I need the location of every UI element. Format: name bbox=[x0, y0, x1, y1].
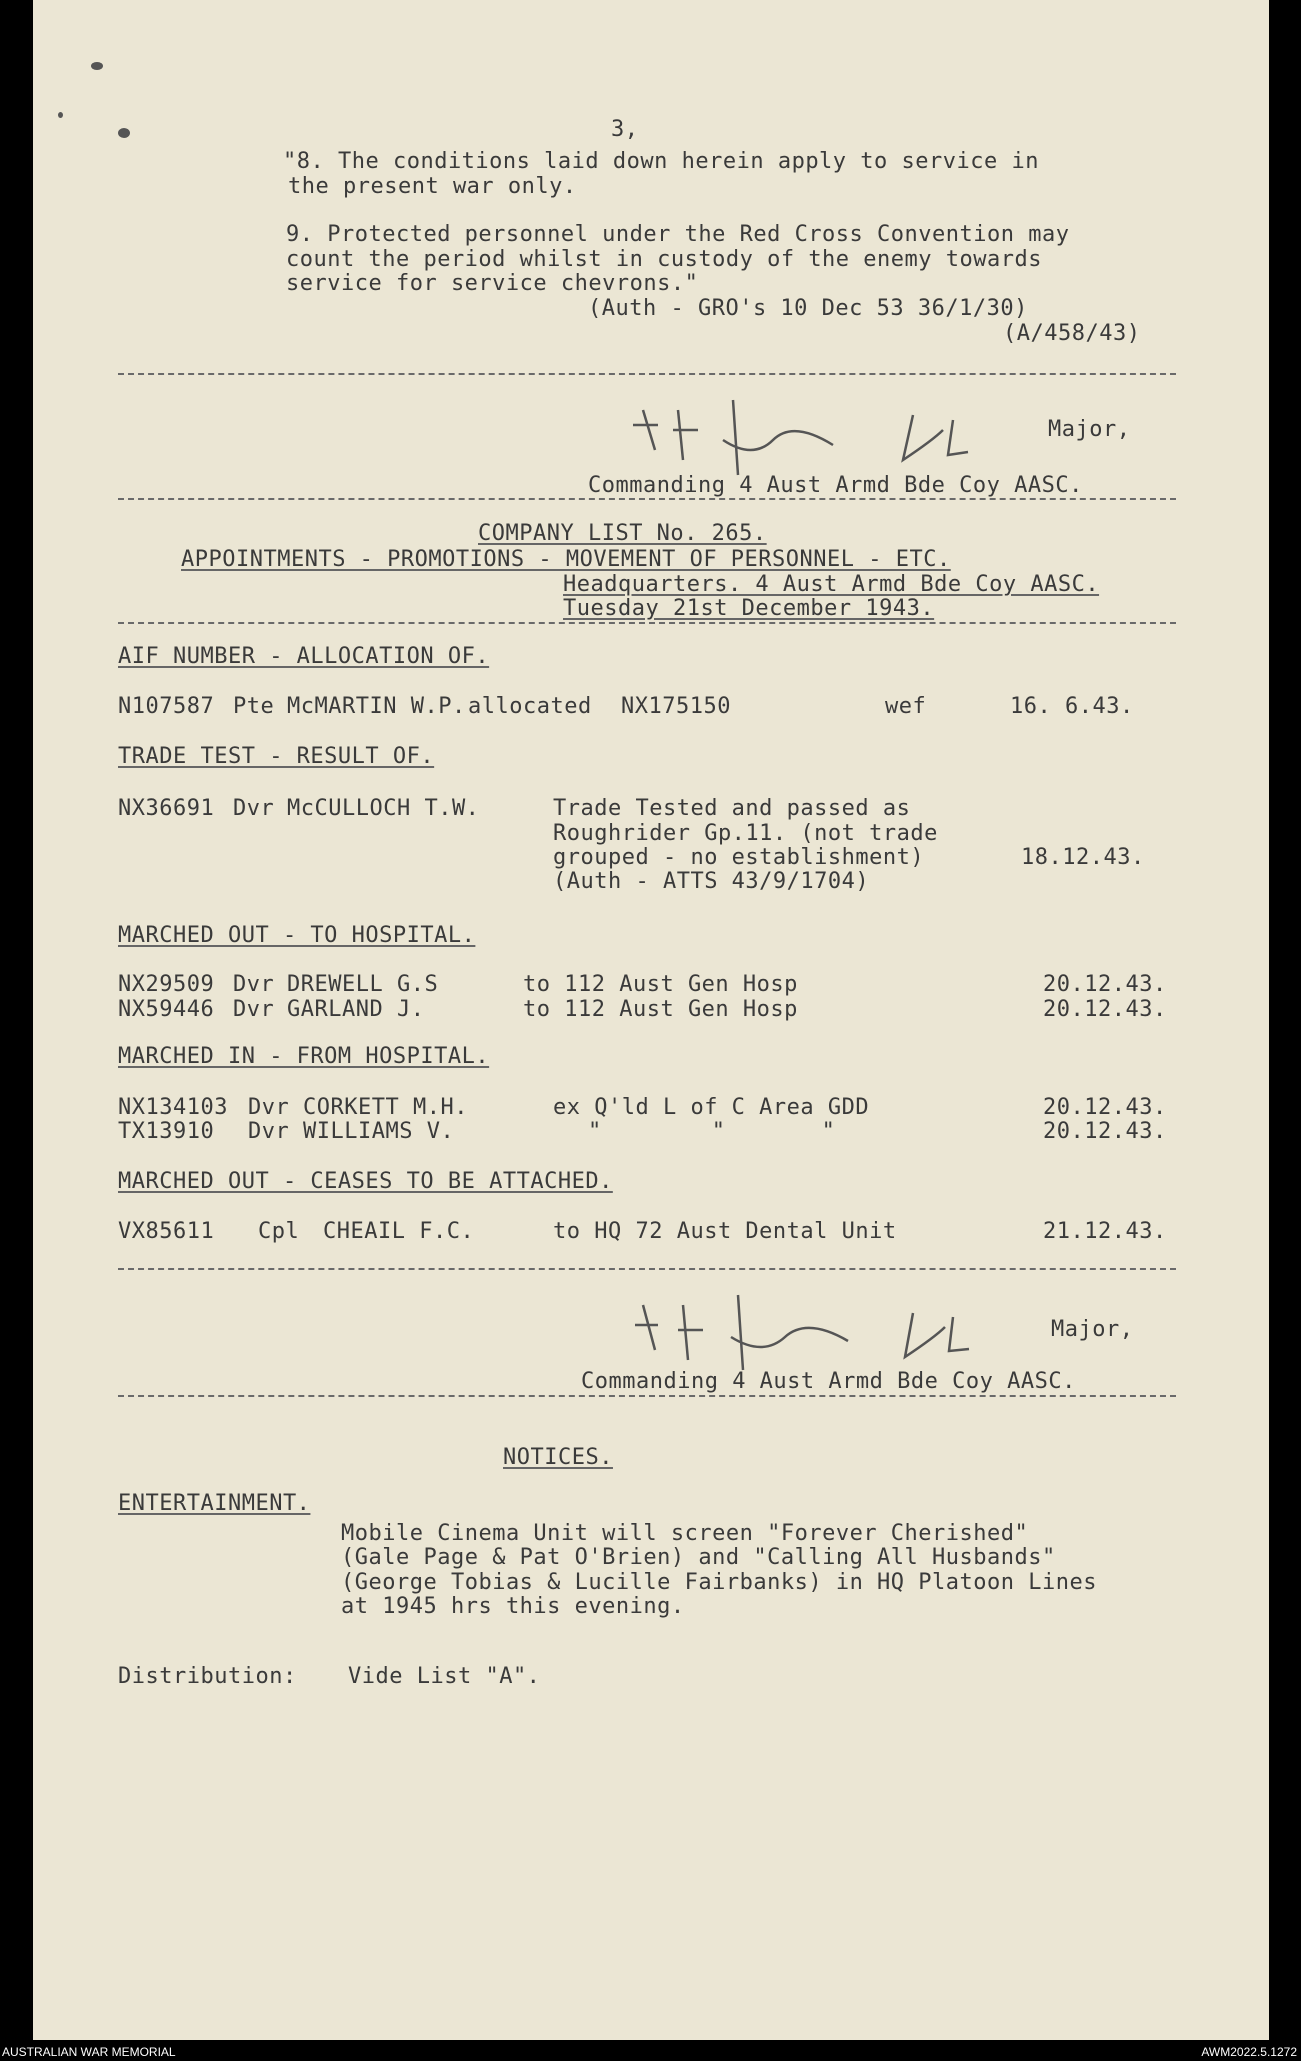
footer-accession: AWM2022.5.1272 bbox=[1201, 2045, 1297, 2059]
out-hosp-number-1: NX29509 bbox=[118, 972, 215, 997]
divider bbox=[118, 1268, 1176, 1270]
afe-action: allocated bbox=[468, 694, 592, 719]
out-hosp-dest-2: to 112 Aust Gen Hosp bbox=[523, 997, 798, 1022]
signature-rank: Major, bbox=[1051, 1317, 1134, 1342]
in-hosp-name-2: WILLIAMS V. bbox=[303, 1119, 455, 1144]
notice-line4: at 1945 hrs this evening. bbox=[341, 1594, 685, 1619]
in-hosp-date-2: 20.12.43. bbox=[1043, 1119, 1167, 1144]
out-hosp-dest-1: to 112 Aust Gen Hosp bbox=[523, 972, 798, 997]
attached-name: CHEAIL F.C. bbox=[323, 1219, 475, 1244]
out-hosp-date-2: 20.12.43. bbox=[1043, 997, 1167, 1022]
distribution-label: Distribution: bbox=[118, 1664, 297, 1689]
para8-line2: the present war only. bbox=[288, 174, 577, 199]
out-hosp-rank-1: Dvr bbox=[233, 972, 275, 997]
in-hosp-dest-2: " " " bbox=[588, 1119, 836, 1144]
company-list-hq: Headquarters. 4 Aust Armd Bde Coy AASC. bbox=[563, 572, 1100, 597]
para8-line1: "8. The conditions laid down herein apply to service in bbox=[283, 149, 1039, 174]
trade-line1: Trade Tested and passed as bbox=[553, 796, 911, 821]
divider bbox=[118, 373, 1176, 375]
signature-commanding: Commanding 4 Aust Armd Bde Coy AASC. bbox=[581, 1369, 1076, 1394]
afe-name: McMARTIN W.P. bbox=[287, 694, 466, 719]
signature-rank: Major, bbox=[1048, 417, 1131, 442]
in-hosp-name-1: CORKETT M.H. bbox=[303, 1095, 468, 1120]
document-page bbox=[33, 0, 1269, 2040]
signature-commanding: Commanding 4 Aust Armd Bde Coy AASC. bbox=[588, 473, 1083, 498]
footer-institution: AUSTRALIAN WAR MEMORIAL bbox=[2, 2045, 176, 2059]
in-hosp-dest-1: ex Q'ld L of C Area GDD bbox=[553, 1095, 870, 1120]
attached-number: VX85611 bbox=[118, 1219, 215, 1244]
entertainment-heading: ENTERTAINMENT. bbox=[118, 1491, 311, 1516]
notice-line2: (Gale Page & Pat O'Brien) and "Calling All Husbands" bbox=[341, 1545, 1056, 1570]
company-list-date: Tuesday 21st December 1943. bbox=[563, 596, 935, 621]
file-reference: (A/458/43) bbox=[1003, 321, 1141, 346]
afe-rank: Pte bbox=[233, 694, 275, 719]
trade-name: McCULLOCH T.W. bbox=[287, 796, 480, 821]
trade-date: 18.12.43. bbox=[1021, 845, 1145, 870]
trade-line3: grouped - no establishment) bbox=[553, 845, 925, 870]
para9-line3: service for service chevrons." bbox=[286, 271, 699, 296]
trade-number: NX36691 bbox=[118, 796, 215, 821]
divider bbox=[118, 622, 1176, 624]
trade-line4: (Auth - ATTS 43/9/1704) bbox=[553, 869, 870, 894]
out-hospital-heading: MARCHED OUT - TO HOSPITAL. bbox=[118, 923, 476, 948]
out-hosp-rank-2: Dvr bbox=[233, 997, 275, 1022]
trade-line2: Roughrider Gp.11. (not trade bbox=[553, 821, 938, 846]
trade-rank: Dvr bbox=[233, 796, 275, 821]
trade-heading: TRADE TEST - RESULT OF. bbox=[118, 744, 435, 769]
afe-number: N107587 bbox=[118, 694, 215, 719]
company-list-title: COMPANY LIST No. 265. bbox=[478, 521, 767, 546]
attached-dest: to HQ 72 Aust Dental Unit bbox=[553, 1219, 897, 1244]
afe-wef: wef bbox=[885, 694, 927, 719]
in-hospital-heading: MARCHED IN - FROM HOSPITAL. bbox=[118, 1044, 490, 1069]
divider bbox=[118, 498, 1176, 500]
footer bbox=[0, 2044, 1301, 2061]
punch-hole bbox=[58, 112, 63, 118]
notice-line1: Mobile Cinema Unit will screen "Forever Cherished" bbox=[341, 1521, 1029, 1546]
out-hosp-number-2: NX59446 bbox=[118, 997, 215, 1022]
afe-heading: AIF NUMBER - ALLOCATION OF. bbox=[118, 644, 490, 669]
attached-heading: MARCHED OUT - CEASES TO BE ATTACHED. bbox=[118, 1169, 613, 1194]
para9-line2: count the period whilst in custody of the enemy towards bbox=[286, 247, 1042, 272]
company-list-subtitle: APPOINTMENTS - PROMOTIONS - MOVEMENT OF PERSONNEL - ETC. bbox=[181, 547, 951, 572]
afe-date: 16. 6.43. bbox=[1010, 694, 1134, 719]
out-hosp-date-1: 20.12.43. bbox=[1043, 972, 1167, 997]
out-hosp-name-1: DREWELL G.S bbox=[287, 972, 439, 997]
page-number: 3, bbox=[611, 117, 639, 142]
distribution-value: Vide List "A". bbox=[348, 1664, 541, 1689]
punch-hole bbox=[118, 128, 130, 138]
para9-line1: 9. Protected personnel under the Red Cross Convention may bbox=[286, 222, 1070, 247]
afe-new-number: NX175150 bbox=[621, 694, 731, 719]
attached-date: 21.12.43. bbox=[1043, 1219, 1167, 1244]
attached-rank: Cpl bbox=[258, 1219, 300, 1244]
in-hosp-rank-2: Dvr bbox=[248, 1119, 290, 1144]
notices-title: NOTICES. bbox=[503, 1445, 613, 1470]
in-hosp-number-1: NX134103 bbox=[118, 1095, 228, 1120]
in-hosp-number-2: TX13910 bbox=[118, 1119, 215, 1144]
out-hosp-name-2: GARLAND J. bbox=[287, 997, 425, 1022]
divider bbox=[118, 1395, 1176, 1397]
in-hosp-date-1: 20.12.43. bbox=[1043, 1095, 1167, 1120]
auth-reference: (Auth - GRO's 10 Dec 53 36/1/30) bbox=[588, 296, 1028, 321]
notice-line3: (George Tobias & Lucille Fairbanks) in HQ Platoon Lines bbox=[341, 1570, 1097, 1595]
in-hosp-rank-1: Dvr bbox=[248, 1095, 290, 1120]
punch-hole bbox=[91, 62, 103, 70]
